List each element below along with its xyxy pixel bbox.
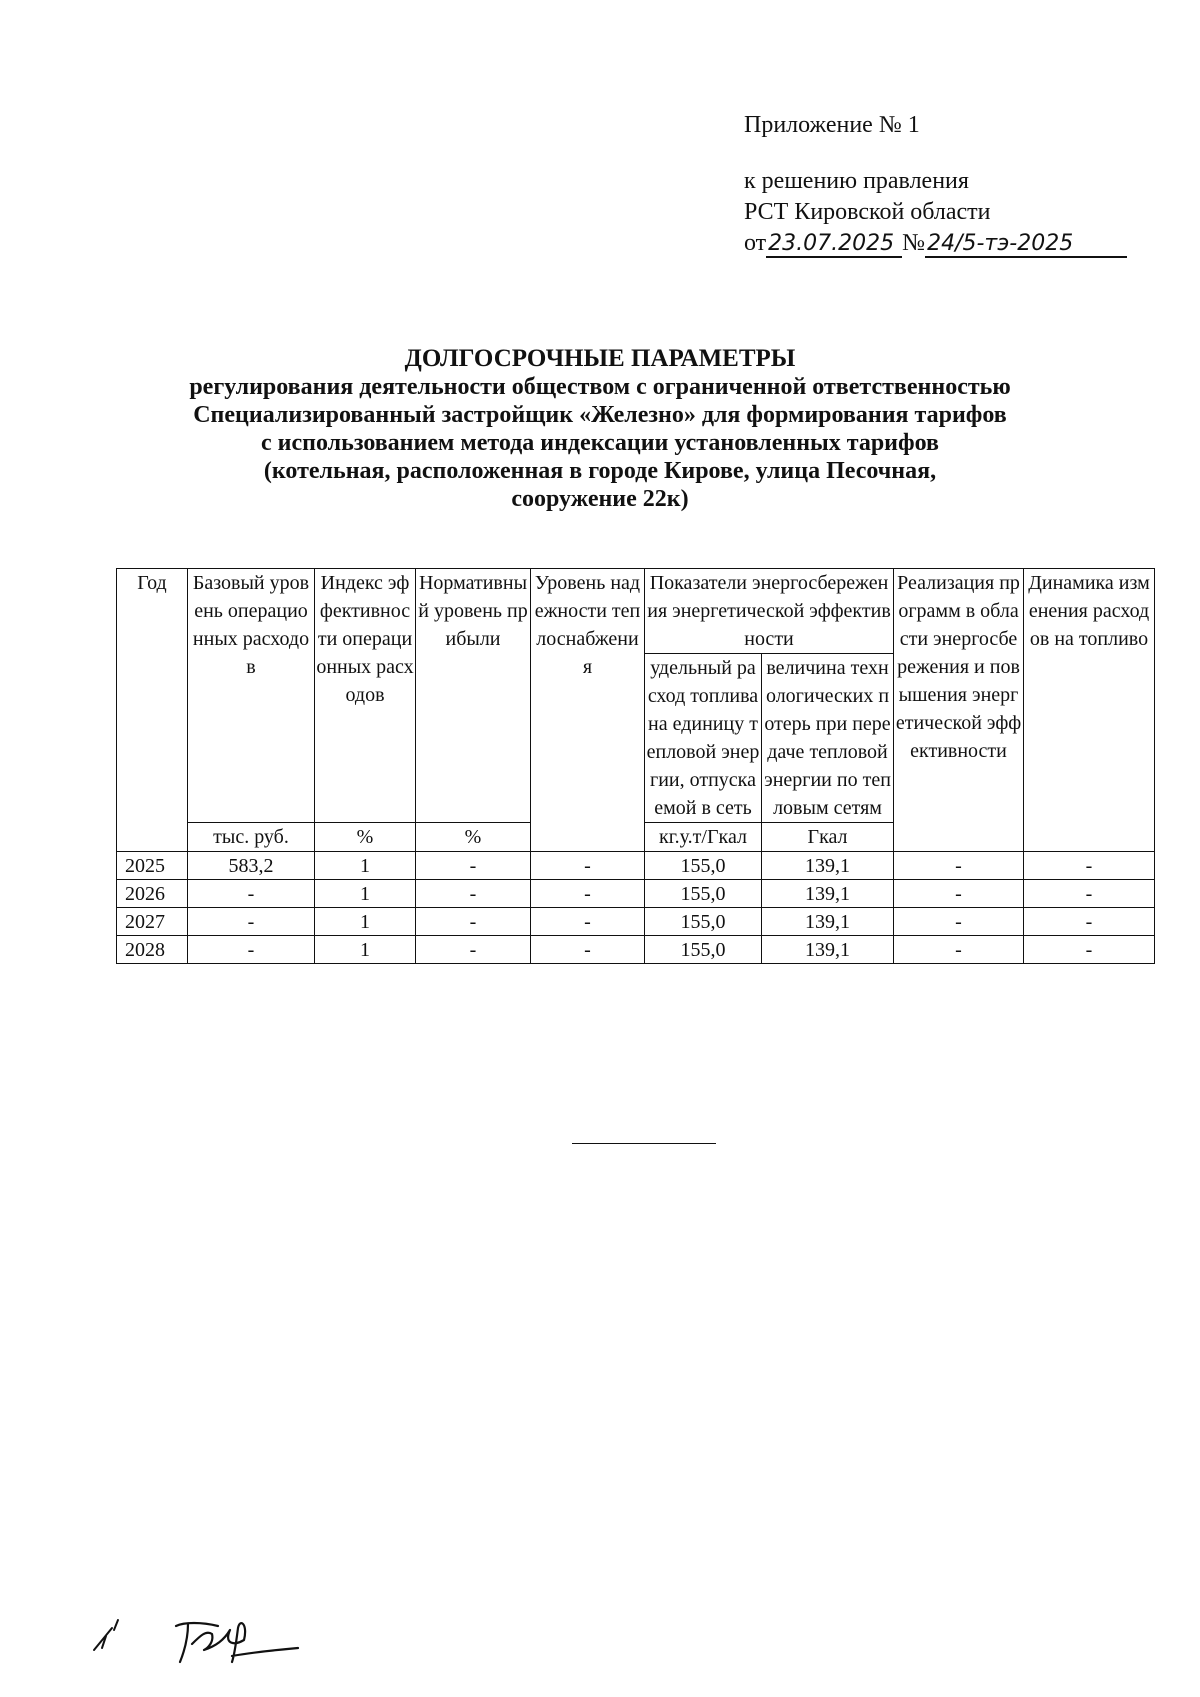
unit-efficiency-index: % [315, 823, 416, 852]
cell-dynamics: - [1024, 936, 1155, 964]
cell-year: 2028 [117, 936, 188, 964]
header-heat-losses: величина технологических потерь при передаче тепловой энергии по тепловым сетям [762, 654, 894, 823]
appendix-label: Приложение № 1 [744, 112, 920, 138]
cell-reliability: - [531, 852, 645, 880]
cell-reliability: - [531, 880, 645, 908]
signature-icon [84, 1600, 314, 1670]
date-prefix: от [744, 230, 767, 256]
title-main: ДОЛГОСРОЧНЫЕ ПАРАМЕТРЫ [404, 345, 796, 372]
header-year: Год [117, 569, 188, 852]
document-title [100, 345, 1100, 513]
cell-year: 2027 [117, 908, 188, 936]
table-row [117, 880, 1155, 908]
document-header [744, 110, 1127, 259]
cell-dynamics: - [1024, 852, 1155, 880]
cell-profit: - [416, 880, 531, 908]
header-fuel-dynamics: Динамика изменения расходов на топливо [1024, 569, 1155, 852]
cell-base: - [188, 908, 315, 936]
cell-index: 1 [315, 908, 416, 936]
title-line-1: регулирования деятельности обществом с ограниченной ответственностью [189, 374, 1011, 400]
cell-year: 2026 [117, 880, 188, 908]
cell-programs: - [894, 936, 1024, 964]
cell-index: 1 [315, 936, 416, 964]
header-programs: Реализация программ в области энергосбережения и повышения энергетической эффективности [894, 569, 1024, 852]
header-base-costs: Базовый уровень операционных расходов [188, 569, 315, 823]
cell-year: 2025 [117, 852, 188, 880]
cell-losses: 139,1 [762, 852, 894, 880]
signature [84, 1600, 314, 1675]
title-line-3: с использованием метода индексации установленных тарифов [261, 430, 939, 456]
cell-dynamics: - [1024, 908, 1155, 936]
cell-reliability: - [531, 936, 645, 964]
table-row [117, 936, 1155, 964]
parameters-table [116, 568, 1155, 964]
cell-programs: - [894, 852, 1024, 880]
header-efficiency-index: Индекс эффективности операционных расходов [315, 569, 416, 823]
header-row-1 [117, 569, 1155, 654]
cell-index: 1 [315, 852, 416, 880]
header-energy-indicators: Показатели энергосбережения энергетической эффективности [645, 569, 894, 654]
cell-fuel: 155,0 [645, 908, 762, 936]
cell-profit: - [416, 852, 531, 880]
header-reliability: Уровень надежности теплоснабжения [531, 569, 645, 852]
cell-index: 1 [315, 880, 416, 908]
unit-fuel-consumption: кг.у.т/Гкал [645, 823, 762, 852]
closing-rule [572, 1143, 716, 1144]
cell-reliability: - [531, 908, 645, 936]
cell-fuel: 155,0 [645, 852, 762, 880]
unit-base-costs: тыс. руб. [188, 823, 315, 852]
cell-losses: 139,1 [762, 936, 894, 964]
header-fuel-consumption: удельный расход топлива на единицу тепловой энергии, отпускаемой в сеть [645, 654, 762, 823]
number-prefix: № [902, 230, 926, 256]
cell-dynamics: - [1024, 880, 1155, 908]
cell-fuel: 155,0 [645, 880, 762, 908]
cell-programs: - [894, 880, 1024, 908]
authority-line: РСТ Кировской области [744, 199, 991, 225]
decision-line: к решению правления [744, 168, 969, 194]
title-line-2: Специализированный застройщик «Железно» для формирования тарифов [193, 402, 1007, 428]
cell-base: - [188, 936, 315, 964]
cell-losses: 139,1 [762, 908, 894, 936]
cell-profit: - [416, 908, 531, 936]
cell-losses: 139,1 [762, 880, 894, 908]
title-line-4: (котельная, расположенная в городе Кирове, улица Песочная, [263, 458, 937, 484]
unit-profit-level: % [416, 823, 531, 852]
title-line-5: сооружение 22к) [511, 486, 689, 512]
cell-base: 583,2 [188, 852, 315, 880]
cell-base: - [188, 880, 315, 908]
date-number-line [744, 228, 1127, 259]
cell-programs: - [894, 908, 1024, 936]
table-row [117, 852, 1155, 880]
table-row [117, 908, 1155, 936]
unit-heat-losses: Гкал [762, 823, 894, 852]
cell-profit: - [416, 936, 531, 964]
handwritten-date: 23.07.2025 [766, 232, 902, 258]
cell-fuel: 155,0 [645, 936, 762, 964]
header-profit-level: Нормативный уровень прибыли [416, 569, 531, 823]
handwritten-number: 24/5-тэ-2025 [925, 232, 1127, 258]
